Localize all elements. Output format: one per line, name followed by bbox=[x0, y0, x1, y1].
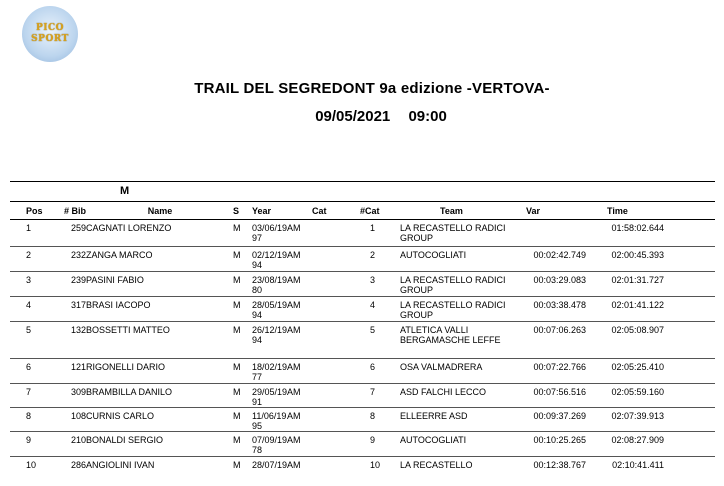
cell-sex: M bbox=[233, 387, 241, 397]
cell-cat-rank: 8 bbox=[370, 411, 376, 421]
section-label: M bbox=[120, 185, 130, 197]
cell-name: ZANGA MARCO bbox=[86, 250, 153, 260]
cell-cat-rank: 3 bbox=[370, 275, 376, 285]
cell-bib: 232 bbox=[70, 250, 86, 260]
cell-cat: AM bbox=[287, 223, 301, 233]
header-bib: # Bib bbox=[63, 206, 86, 216]
event-title: TRAIL DEL SEGREDONT 9a edizione -VERTOVA- bbox=[194, 80, 550, 97]
table-row bbox=[10, 247, 715, 272]
cell-cat: AM bbox=[287, 250, 301, 260]
cell-cat-rank: 4 bbox=[370, 300, 376, 310]
cell-time: 02:05:25.410 bbox=[611, 362, 664, 372]
cell-cat-rank: 5 bbox=[370, 325, 376, 335]
cell-sex: M bbox=[233, 325, 241, 335]
pico-sport-logo bbox=[22, 6, 78, 62]
header-team: Team bbox=[440, 206, 463, 216]
cell-year: 26/12/19 94 bbox=[252, 325, 288, 345]
cell-bib: 108 bbox=[70, 411, 86, 421]
cell-year: 02/12/19 94 bbox=[252, 250, 288, 270]
cell-team: AUTOCOGLIATI bbox=[400, 435, 467, 445]
cell-cat: AM bbox=[287, 300, 301, 310]
cell-name: PASINI FABIO bbox=[86, 275, 144, 285]
cell-cat: AM bbox=[287, 435, 301, 445]
header-cat: Cat bbox=[312, 206, 327, 216]
cell-var: 00:03:29.083 bbox=[533, 275, 586, 285]
cell-name: BONALDI SERGIO bbox=[86, 435, 164, 445]
cell-sex: M bbox=[233, 275, 241, 285]
table-row bbox=[10, 432, 715, 457]
cell-time: 02:01:31.727 bbox=[611, 275, 664, 285]
results-rows bbox=[10, 220, 715, 486]
cell-team: ELLEERRE ASD bbox=[400, 411, 468, 421]
cell-name: BRAMBILLA DANILO bbox=[86, 387, 173, 397]
cell-team: LA RECASTELLO RADICI GROUP bbox=[400, 300, 506, 320]
cell-cat: AM bbox=[287, 275, 301, 285]
header-year: Year bbox=[252, 206, 272, 216]
cell-var: 00:12:38.767 bbox=[533, 460, 586, 470]
cell-sex: M bbox=[233, 362, 241, 372]
cell-pos: 10 bbox=[26, 460, 37, 470]
cell-team: ATLETICA VALLI BERGAMASCHE LEFFE bbox=[400, 325, 501, 345]
cell-var: 00:07:06.263 bbox=[533, 325, 586, 335]
cell-team: AUTOCOGLIATI bbox=[400, 250, 467, 260]
cell-name: CURNIS CARLO bbox=[86, 411, 155, 421]
cell-name: BOSSETTI MATTEO bbox=[86, 325, 170, 335]
cell-bib: 239 bbox=[70, 275, 86, 285]
cell-sex: M bbox=[233, 223, 241, 233]
cell-sex: M bbox=[233, 460, 241, 470]
section-header bbox=[10, 182, 715, 202]
header-cat-rank: #Cat bbox=[360, 206, 380, 216]
table-row bbox=[10, 272, 715, 297]
cell-cat-rank: 9 bbox=[370, 435, 376, 445]
table-row bbox=[10, 384, 715, 408]
event-datetime bbox=[0, 108, 724, 125]
cell-year: 11/06/19 95 bbox=[252, 411, 287, 431]
cell-name: RIGONELLI DARIO bbox=[86, 362, 166, 372]
cell-year: 18/02/19 77 bbox=[252, 362, 288, 382]
cell-year: 03/06/19 97 bbox=[252, 223, 288, 243]
header-sex: S bbox=[233, 206, 240, 216]
cell-sex: M bbox=[233, 250, 241, 260]
cell-name: BRASI IACOPO bbox=[86, 300, 151, 310]
cell-year: 23/08/19 80 bbox=[252, 275, 288, 295]
cell-time: 02:00:45.393 bbox=[611, 250, 664, 260]
cell-team: LA RECASTELLO bbox=[400, 460, 473, 470]
column-header-row bbox=[10, 202, 715, 220]
cell-bib: 121 bbox=[70, 362, 86, 372]
cell-name: CAGNATI LORENZO bbox=[86, 223, 172, 233]
table-row bbox=[10, 322, 715, 359]
cell-sex: M bbox=[233, 300, 241, 310]
logo-line-2: SPORT bbox=[31, 34, 69, 44]
cell-bib: 286 bbox=[70, 460, 86, 470]
header-var: Var bbox=[526, 206, 541, 216]
cell-cat-rank: 1 bbox=[370, 223, 376, 233]
cell-cat: AM bbox=[287, 411, 301, 421]
cell-team: LA RECASTELLO RADICI GROUP bbox=[400, 223, 506, 243]
cell-time: 02:07:39.913 bbox=[611, 411, 664, 421]
table-row bbox=[10, 297, 715, 322]
cell-pos: 8 bbox=[26, 411, 32, 421]
event-time: 09:00 bbox=[408, 108, 447, 125]
cell-time: 02:05:59.160 bbox=[611, 387, 664, 397]
cell-pos: 4 bbox=[26, 300, 32, 310]
cell-team: ASD FALCHI LECCO bbox=[400, 387, 487, 397]
cell-cat-rank: 6 bbox=[370, 362, 376, 372]
cell-name: ANGIOLINI IVAN bbox=[86, 460, 155, 470]
cell-bib: 259 bbox=[70, 223, 86, 233]
cell-var: 00:07:56.516 bbox=[533, 387, 586, 397]
cell-bib: 309 bbox=[70, 387, 86, 397]
table-row bbox=[10, 457, 715, 486]
cell-time: 02:10:41.411 bbox=[612, 460, 664, 470]
table-row bbox=[10, 220, 715, 247]
cell-var: 00:07:22.766 bbox=[533, 362, 586, 372]
cell-cat: AM bbox=[287, 460, 301, 470]
header-time: Time bbox=[607, 206, 628, 216]
cell-sex: M bbox=[233, 435, 241, 445]
cell-cat-rank: 2 bbox=[370, 250, 376, 260]
cell-cat: AM bbox=[287, 362, 301, 372]
header-pos: Pos bbox=[26, 206, 43, 216]
cell-var: 00:02:42.749 bbox=[533, 250, 586, 260]
cell-team: LA RECASTELLO RADICI GROUP bbox=[400, 275, 506, 295]
cell-pos: 6 bbox=[26, 362, 32, 372]
cell-time: 02:05:08.907 bbox=[611, 325, 664, 335]
cell-time: 02:08:27.909 bbox=[611, 435, 664, 445]
cell-bib: 210 bbox=[70, 435, 86, 445]
cell-var: 00:03:38.478 bbox=[533, 300, 586, 310]
cell-pos: 3 bbox=[26, 275, 32, 285]
cell-bib: 132 bbox=[70, 325, 86, 335]
event-date: 09/05/2021 bbox=[315, 108, 391, 125]
cell-pos: 2 bbox=[26, 250, 32, 260]
cell-time: 01:58:02.644 bbox=[611, 223, 664, 233]
cell-year: 29/05/19 91 bbox=[252, 387, 288, 407]
cell-pos: 1 bbox=[26, 223, 32, 233]
cell-cat: AM bbox=[287, 325, 301, 335]
results-table bbox=[10, 181, 715, 486]
table-row bbox=[10, 408, 715, 432]
cell-var: 00:10:25.265 bbox=[533, 435, 586, 445]
header-name: Name bbox=[147, 206, 173, 216]
cell-cat: AM bbox=[287, 387, 301, 397]
cell-pos: 5 bbox=[26, 325, 32, 335]
logo-line-1: PICO bbox=[36, 23, 64, 33]
cell-var: 00:09:37.269 bbox=[533, 411, 586, 421]
cell-year: 28/05/19 94 bbox=[252, 300, 288, 320]
cell-time: 02:01:41.122 bbox=[611, 300, 664, 310]
cell-year: 07/09/19 78 bbox=[252, 435, 288, 455]
cell-pos: 7 bbox=[26, 387, 32, 397]
cell-cat-rank: 7 bbox=[370, 387, 376, 397]
cell-bib: 317 bbox=[70, 300, 86, 310]
table-row bbox=[10, 359, 715, 384]
cell-pos: 9 bbox=[26, 435, 32, 445]
cell-cat-rank: 10 bbox=[370, 460, 381, 470]
cell-team: OSA VALMADRERA bbox=[400, 362, 483, 372]
cell-sex: M bbox=[233, 411, 241, 421]
cell-year: 28/07/19 bbox=[252, 460, 288, 470]
